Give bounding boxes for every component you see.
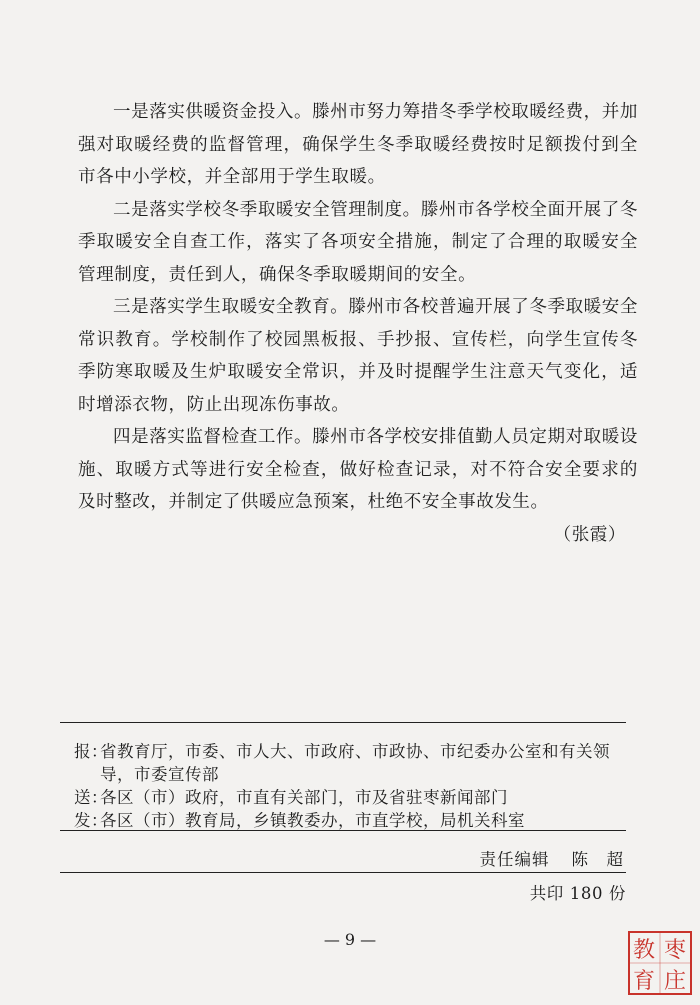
distribution-report: [74, 740, 634, 786]
stamp-char: 枣: [663, 938, 687, 963]
distribution-text: 各区（市）教育局，乡镇教委办，市直学校，局机关科室: [100, 811, 525, 830]
editor-label: 责任编辑: [479, 850, 550, 869]
distribution-label: 报：: [74, 742, 108, 761]
distribution-list: [74, 740, 634, 832]
seal-stamp: [627, 930, 693, 996]
distribution-issue: [74, 809, 634, 832]
page-number: — 9 —: [323, 930, 377, 949]
paragraph-1: 一是落实供暖资金投入。滕州市努力筹措冬季学校取暖经费，并加强对取暖经费的监督管理，确保学生冬季取暖经费按时足额拨付到全市各中小学校，并全部用于学生取暖。: [78, 102, 638, 187]
distribution-text: 各区（市）政府，市直有关部门，市及省驻枣新闻部门: [100, 788, 508, 807]
distribution-label: 发：: [74, 811, 108, 830]
stamp-char: 教: [632, 938, 656, 963]
editor-name: 陈 超: [571, 850, 624, 869]
paragraph-2: 二是落实学校冬季取暖安全管理制度。滕州市各学校全面开展了冬季取暖安全自查工作，落实了各项安全措施，制定了合理的取暖安全管理制度，责任到人，确保冬季取暖期间的安全。: [78, 199, 638, 285]
article-body: [78, 96, 638, 551]
distribution-label: 送：: [74, 788, 108, 807]
print-count: 共印 180 份: [529, 884, 626, 903]
paragraph-3: 三是落实学生取暖安全教育。滕州市各校普遍开展了冬季取暖安全常识教育。学校制作了校园黑板报、手抄报、宣传栏，向学生宣传冬季防寒取暖及生炉取暖安全常识，并及时提醒学生注意天气变化，适时增添衣物，防止出现冻伤事故。: [78, 297, 638, 415]
stamp-char: 庄: [663, 969, 687, 994]
paragraph-4: 四是落实监督检查工作。滕州市各学校安排值勤人员定期对取暖设施、取暖方式等进行安全检查，做好检查记录，对不符合安全要求的及时整改，并制定了供暖应急预案，杜绝不安全事故发生。: [78, 427, 638, 512]
divider-bottom: [60, 872, 626, 873]
author-signature: （张霞）: [553, 524, 626, 545]
responsible-editor: [480, 846, 625, 870]
divider-middle: [60, 830, 626, 831]
distribution-text: 省教育厅，市委、市人大、市政府、市政协、市纪委办公室和有关领导，市委宣传部: [100, 742, 610, 784]
stamp-char: 育: [632, 969, 656, 994]
distribution-send: [74, 786, 634, 809]
divider-top: [60, 722, 626, 723]
